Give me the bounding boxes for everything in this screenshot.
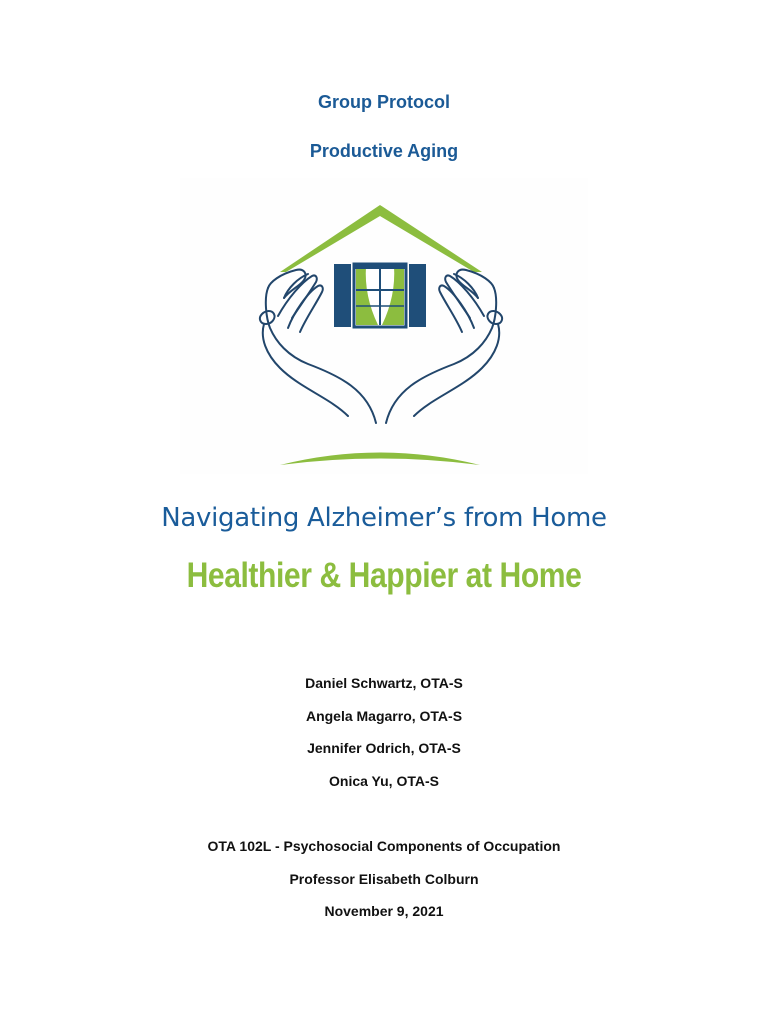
- author-name: Jennifer Odrich, OTA-S: [307, 740, 461, 756]
- author-name: Angela Magarro, OTA-S: [305, 708, 463, 724]
- program-tagline: Healthier & Happier at Home: [186, 556, 582, 595]
- right-shutter: [409, 264, 426, 327]
- document-subtitle: Productive Aging: [309, 141, 459, 161]
- roof-shape: [280, 205, 482, 272]
- program-title: Navigating Alzheimer’s from Home: [161, 503, 607, 533]
- hands-holding-house-icon: [180, 178, 588, 474]
- document-title: Group Protocol: [318, 92, 450, 112]
- author-name: Daniel Schwartz, OTA-S: [305, 675, 463, 691]
- professor-name: Professor Elisabeth Colburn: [289, 871, 479, 887]
- ground-arc: [280, 453, 480, 466]
- course-name: OTA 102L - Psychosocial Components of Occupation: [207, 838, 561, 854]
- author-name: Onica Yu, OTA-S: [329, 773, 439, 789]
- submission-date: November 9, 2021: [324, 903, 444, 919]
- left-shutter: [334, 264, 351, 327]
